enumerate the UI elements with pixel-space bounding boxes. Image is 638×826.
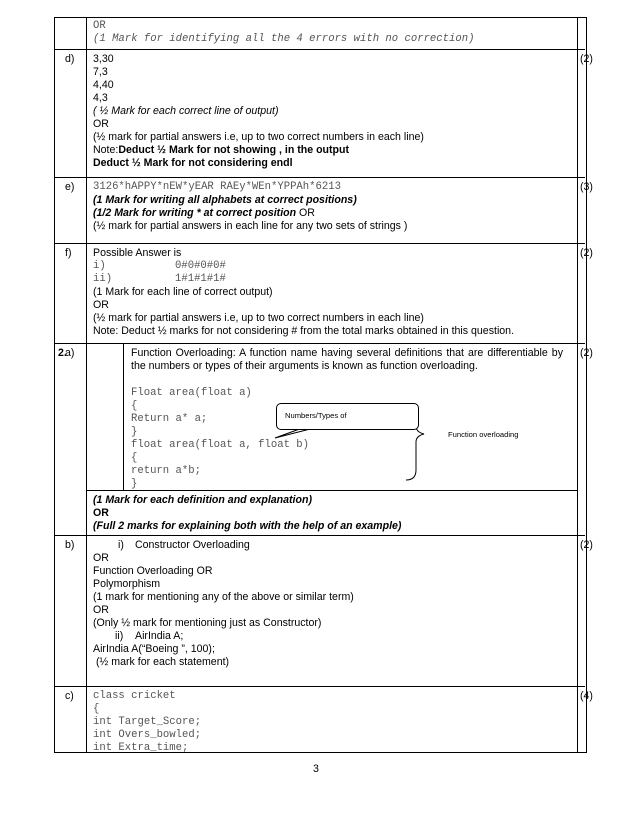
marks-c: (4): [580, 690, 593, 702]
part-label-f: f): [65, 247, 72, 259]
note-line: Note: Deduct ½ marks for not considering # from the total marks obtained in this question.: [93, 325, 515, 337]
marks-b: (2): [580, 539, 593, 551]
code-line: Float area(float a): [131, 387, 252, 399]
or-line: OR: [93, 552, 109, 564]
code-line: {: [131, 452, 138, 464]
answer-heading: Possible Answer is: [93, 247, 182, 259]
mark-line: (1 Mark for each definition and explanation): [93, 494, 312, 506]
mark-line: (1 mark for mentioning any of the above or similar term): [93, 591, 354, 603]
marks-a: (2): [580, 347, 593, 359]
output-line: 4,40: [93, 79, 114, 91]
output-label: ii): [93, 273, 113, 285]
question-number: 2.: [58, 347, 67, 359]
partial-mark-line: (½ mark for partial answers i.e, up to two correct numbers in each line): [93, 131, 424, 143]
code-line: return a*b;: [131, 465, 201, 477]
marks-e: (3): [580, 181, 593, 193]
part-label-b: b): [65, 539, 75, 551]
errors-mark-line: (1 Mark for identifying all the 4 errors with no correction): [93, 33, 475, 45]
mark-line: (½ mark for each statement): [96, 656, 230, 668]
output-line: 4,3: [93, 92, 108, 104]
code-line: }: [131, 426, 138, 438]
sub-label: ii): [115, 630, 124, 642]
output-label: i): [93, 260, 106, 272]
code-line: int Target_Score;: [93, 716, 202, 728]
code-line: float area(float a, float b): [131, 439, 310, 451]
code-line: Return a* a;: [131, 413, 208, 425]
mark-line: (1 Mark for each line of correct output): [93, 286, 273, 298]
code-line: class cricket: [93, 690, 176, 702]
output-line: 7,3: [93, 66, 108, 78]
or-line: OR: [93, 20, 106, 32]
code-line: {: [131, 400, 138, 412]
output-line: 3126*hAPPY*nEW*yEAR RAEy*WEn*YPPAh*6213: [93, 181, 341, 193]
sub-text: Constructor Overloading: [135, 539, 250, 551]
code-line: int Overs_bowled;: [93, 729, 202, 741]
answer-line: Function Overloading OR: [93, 565, 213, 577]
part-label-e: e): [65, 181, 75, 193]
output-value: 0#0#0#0#: [175, 260, 226, 272]
answer-line: Polymorphism: [93, 578, 161, 590]
code-line: int Extra_time;: [93, 742, 189, 754]
callout-text: Numbers/Types of: [285, 411, 347, 420]
definition-text: Function Overloading: A function name having several definitions that are differentiable by the numbers or types of their arguments is known as function overloading.: [131, 347, 563, 372]
output-line: 3,30: [93, 53, 114, 65]
brace-note: Function overloading: [448, 430, 519, 439]
or-line: OR: [93, 507, 109, 519]
sub-label: i): [118, 539, 124, 551]
note-prefix: Note:: [93, 144, 119, 156]
marks-f: (2): [580, 247, 593, 259]
answer-line: AirIndia A(“Boeing ”, 100);: [93, 643, 215, 655]
or-line: OR: [93, 299, 109, 311]
part-label-a: a): [65, 347, 75, 359]
mark-line: ( ½ Mark for each correct line of output): [93, 105, 279, 117]
mark-line: (Only ½ mark for mentioning just as Constructor): [93, 617, 322, 629]
mark-line: (1 Mark for writing all alphabets at correct positions): [93, 194, 357, 206]
or-line: OR: [93, 604, 109, 616]
or-line: OR: [93, 118, 109, 130]
mark-line: (Full 2 marks for explaining both with the help of an example): [93, 520, 402, 532]
sub-text: AirIndia A;: [135, 630, 184, 642]
code-line: }: [131, 478, 138, 490]
page-number: 3: [313, 763, 319, 775]
or-text: OR: [296, 207, 315, 219]
marks-d: (2): [580, 53, 593, 65]
part-label-d: d): [65, 53, 75, 65]
output-value: 1#1#1#1#: [175, 273, 226, 285]
note-line: Deduct ½ Mark for not considering endl: [93, 157, 293, 169]
partial-mark-line: (½ mark for partial answers in each line for any two sets of strings ): [93, 220, 408, 232]
part-label-c: c): [65, 690, 74, 702]
note-text: Deduct ½ Mark for not showing , in the output: [118, 144, 350, 156]
mark-text: (1/2 Mark for writing * at correct position: [93, 207, 297, 219]
code-line: {: [93, 703, 100, 715]
partial-mark-line: (½ mark for partial answers i.e, up to two correct numbers in each line): [93, 312, 424, 324]
